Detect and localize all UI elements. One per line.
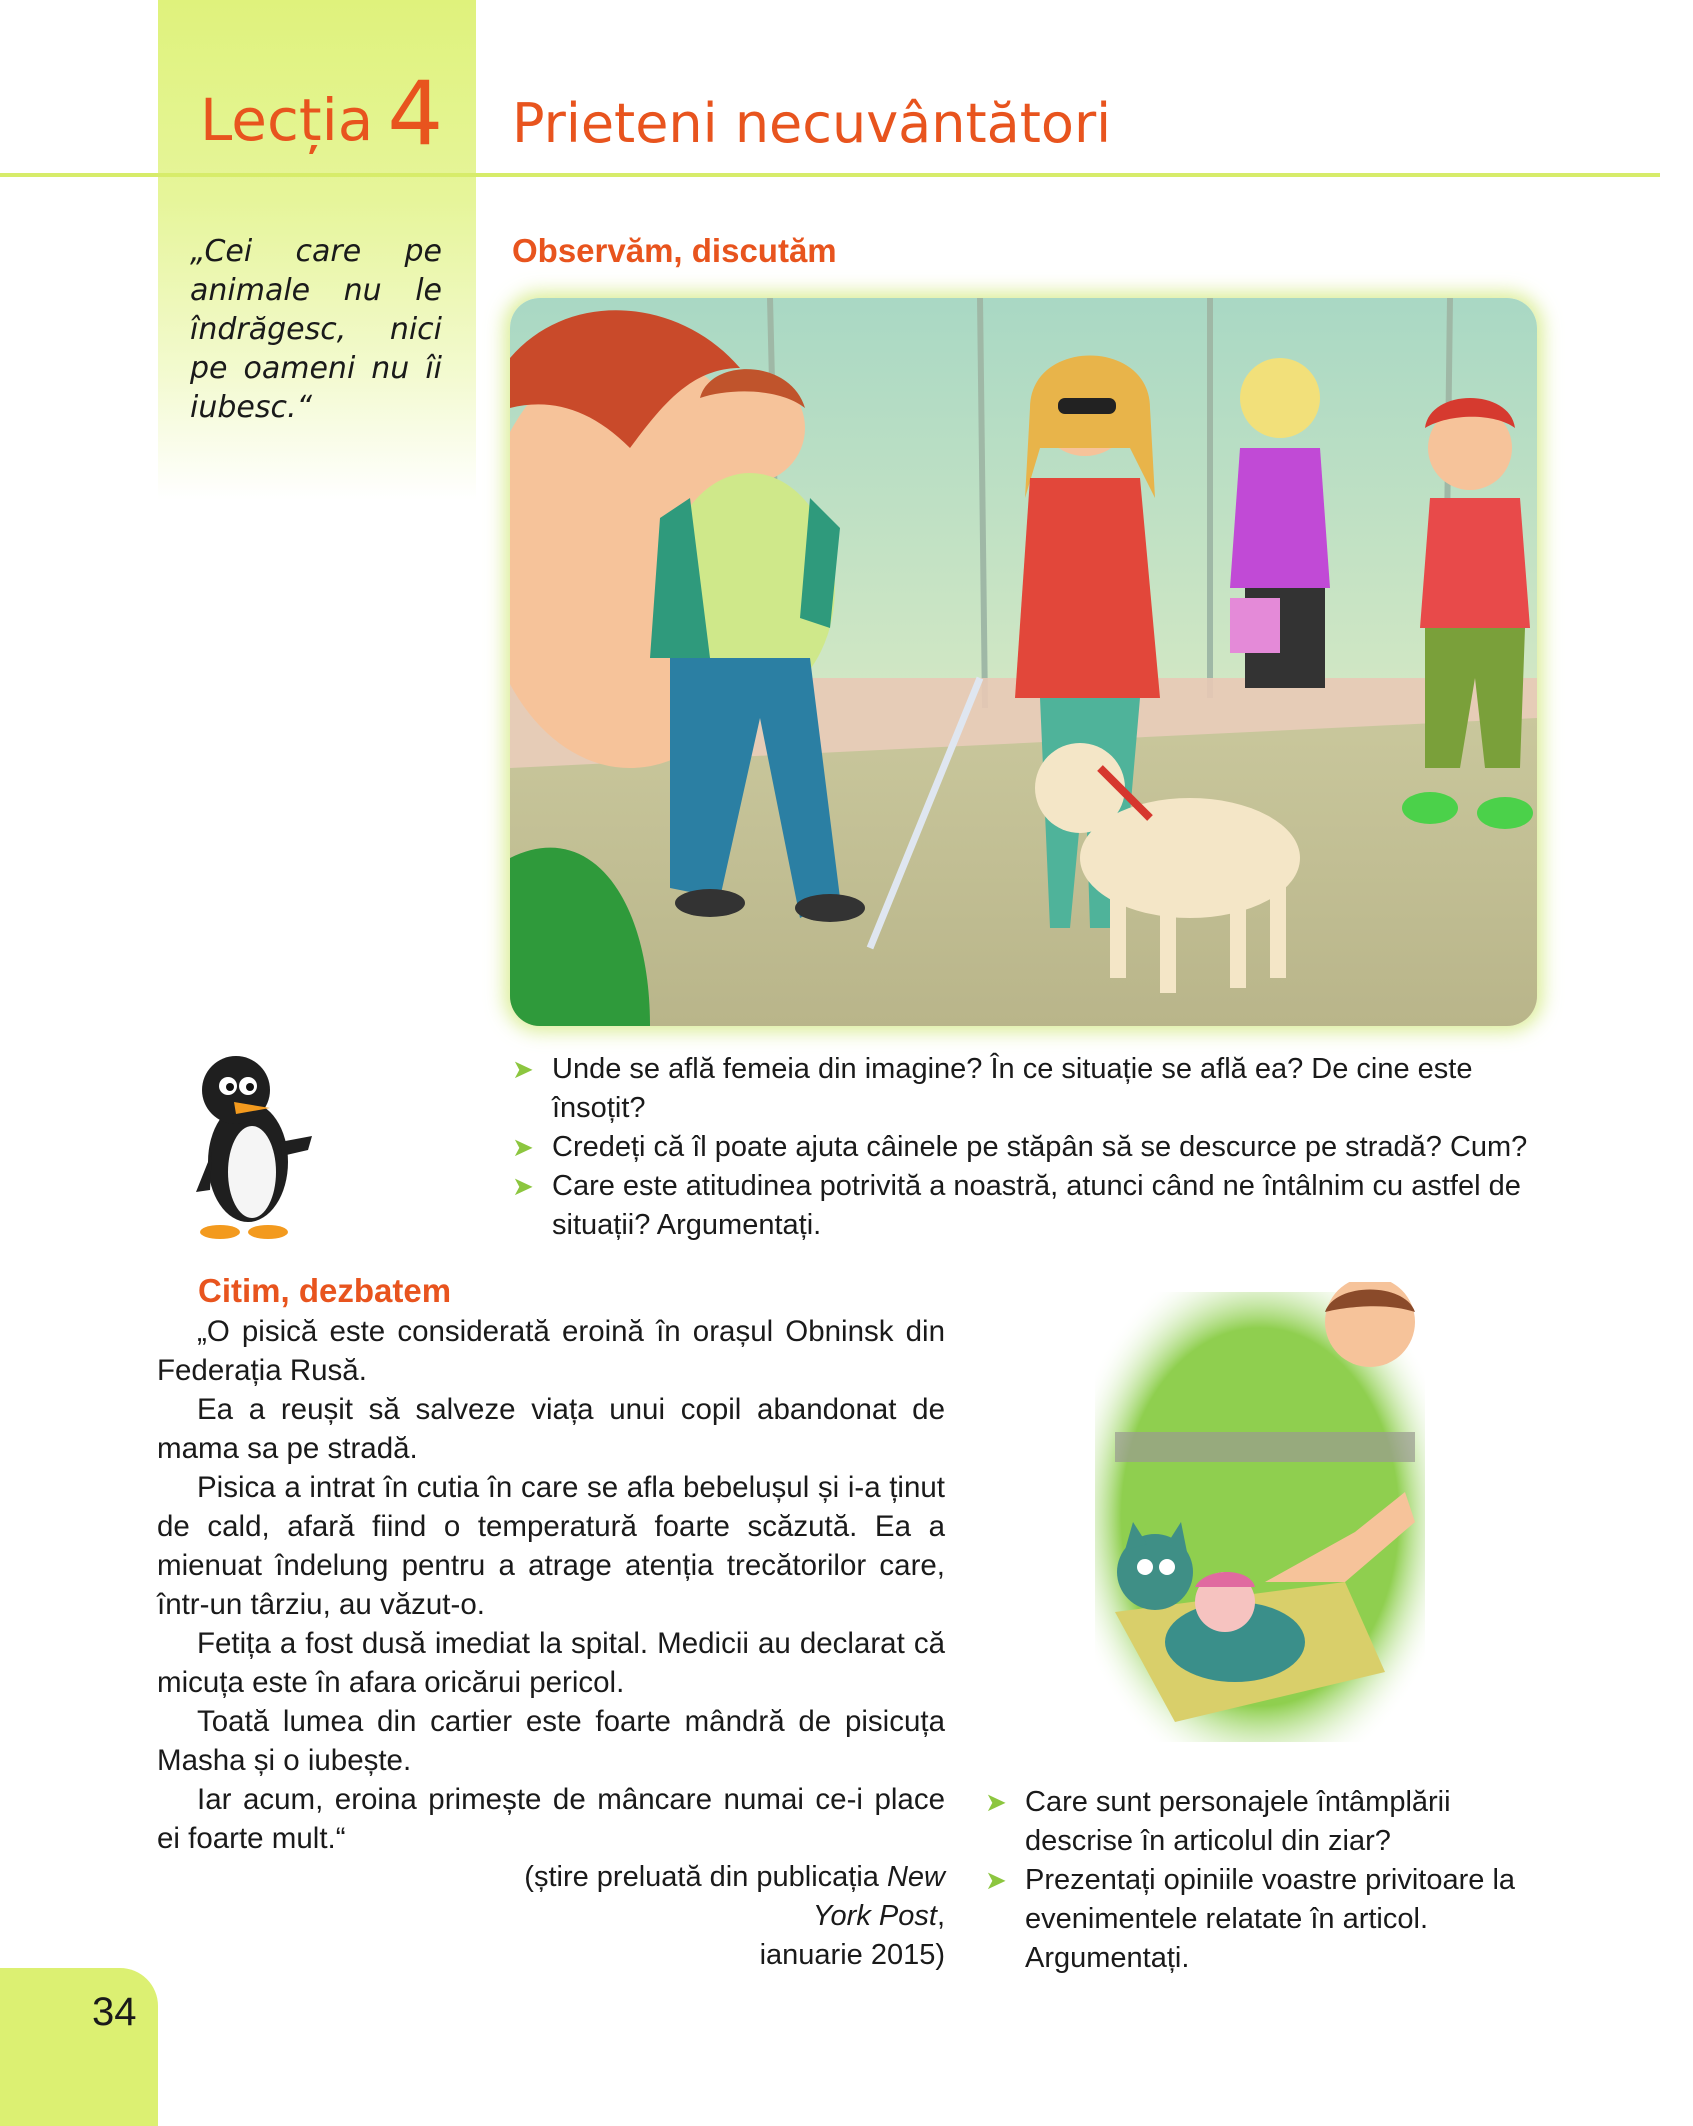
article-paragraph: Toată lumea din cartier este foarte mândră de pisicuța Masha și o iubește. [157,1705,945,1777]
list-item: ➤ Prezentați opiniile voastre privitoare la evenimentele relatate în articol. Argumentați. [985,1861,1550,1978]
source-publication: New York Post [812,1861,945,1932]
source-date: ianuarie 2015) [759,1939,945,1971]
source-prefix: (știre preluată din publicația [524,1861,887,1893]
page-number: 34 [92,1990,137,2034]
header-divider [0,173,1660,177]
article-paragraph: Pisica a intrat în cutia în care se afla bebelușul și i-a ținut de cald, afară fiind o temperatură foarte scăzută. Ea a mienuat îndelung pentru a atrage atenția trecătorilor care, într-un târziu, au văzut-o. [157,1471,945,1621]
lesson-word: Lecția [200,86,374,154]
list-item: ➤ Unde se află femeia din imagine? În ce situație se află ea? De cine este însoțit? [512,1050,1552,1128]
read-heading: Citim, dezbatem [198,1272,452,1309]
article-paragraph: Iar acum, eroina primește de mâncare numai ce-i place ei foarte mult.“ [157,1783,945,1855]
list-item: ➤ Care sunt personajele întâmplării descrise în articolul din ziar? [985,1783,1550,1861]
cat-baby-illustration [1085,1282,1435,1752]
lesson-number: 4 [387,62,444,165]
article-source [500,1858,945,1975]
lesson-label [200,62,443,165]
read-questions [985,1783,1550,1978]
penguin-mascot [190,1042,314,1242]
observe-questions [512,1050,1552,1245]
source-suffix: , [936,1900,945,1932]
news-article [157,1312,945,1858]
list-item: ➤ Credeți că îl poate ajuta câinele pe stăpân să se descurce pe stradă? Cum? [512,1128,1552,1167]
article-paragraph: „O pisică este considerată eroină în orașul Obninsk din Federația Rusă. [157,1315,945,1387]
observe-heading: Observăm, discutăm [512,232,837,269]
street-scene-illustration [510,298,1537,1026]
lesson-title: Prieteni necuvântători [512,92,1112,155]
lesson-quote: „Cei care pe animale nu le îndrăgesc, nici pe oameni nu îi iubesc.“ [190,234,442,425]
article-paragraph: Ea a reușit să salveze viața unui copil abandonat de mama sa pe stradă. [157,1393,945,1465]
list-item: ➤ Care este atitudinea potrivită a noastră, atunci când ne întâlnim cu astfel de situații? Argumentați. [512,1167,1552,1245]
article-paragraph: Fetița a fost dusă imediat la spital. Medicii au declarat că micuța este în afara oricărui pericol. [157,1627,945,1699]
